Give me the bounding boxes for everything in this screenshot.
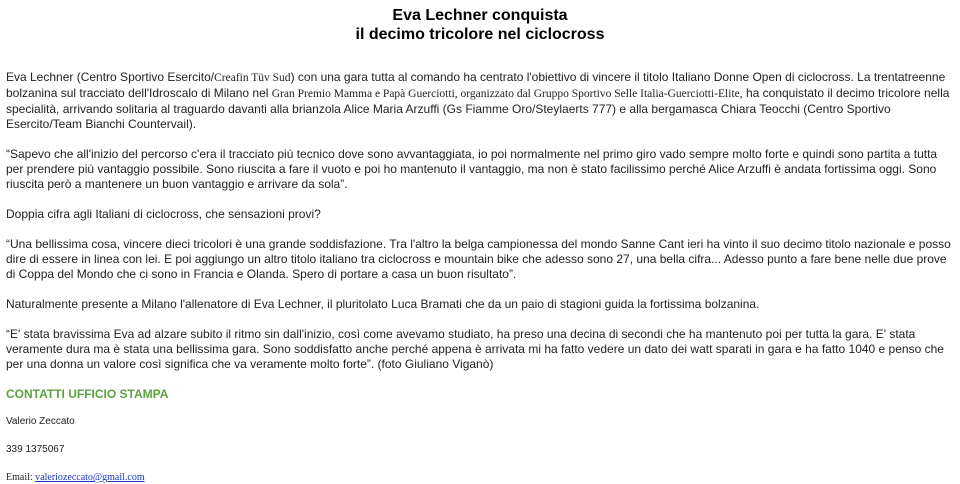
paragraph-question: Doppia cifra agli Italiani di ciclocross, che sensazioni provi? <box>6 207 321 221</box>
intro-part-c: ) con una gara tutta al comando ha centrato l'obiettivo di vincere il titolo Italiano Donne Open di ciclocross. La trentatreenne bolzanina sul tracciato dell'Idroscalo di Milano nel <box>6 70 946 100</box>
contact-phone: 339 1375067 <box>6 444 65 455</box>
article-title <box>0 0 960 44</box>
paragraph-coach: Naturalmente presente a Milano l'allenatore di Eva Lechner, il pluritolato Luca Bramati che da un paio di stagioni guida la fortissima bolzanina. <box>6 297 760 311</box>
intro-part-a: Eva Lechner (Centro Sportivo Esercito/ <box>6 70 215 84</box>
intro-part-e: ha conquistato il decimo tricolore nella specialità, arrivando solitaria al traguardo davanti alla brianzola Alice Maria Arzuffi (Gs Fiamme Oro/Steylaerts 777) e alla bergamasca Chiara Teocchi (Centro Sportivo Esercito/Team Bianchi Countervail). <box>6 86 950 131</box>
title-line-1: Eva Lechner conquista <box>392 7 568 24</box>
paragraph-quote-lechner: “Sapevo che all'inizio del percorso c'era il tracciato più tecnico dove sono avvantaggiata, io poi normalmente nel primo giro vado sempre molto forte e quindi sono partita a tutta per prendere più vantaggio possibile. Sono riuscita a fare il vuoto e poi ho mantenuto il vantaggio, ma non è stato facilissimo perché Alice Arzuffi è andata fortissima oggi. Sono riuscita però a mantenere un buon vantaggio e arrivare da sola”. <box>6 147 938 191</box>
title-line-2: il decimo tricolore nel ciclocross <box>355 26 605 43</box>
article-body <box>0 70 960 372</box>
contacts-heading: CONTATTI UFFICIO STAMPA <box>6 387 169 401</box>
paragraph-quote-bramati: “E' stata bravissima Eva ad alzare subito il ritmo sin dall'inizio, così come avevamo studiato, ha preso una decina di secondi che ha mantenuto poi per tutta la gara. E' stata veramente dura ma è stata una bellissima gara. Sono soddisfatto anche perché appena è arrivata mi ha fatto vedere un dato dei watt sparati in gara e ha fatto 1040 e penso che per una donna un valore così significa che va veramente molto forte”. (foto Giuliano Viganò) <box>6 327 944 371</box>
paragraph-quote-titles: “Una bellissima cosa, vincere dieci tricolori è una grande soddisfazione. Tra l'altro la belga campionessa del mondo Sanne Cant ieri ha vinto il suo decimo titolo nazionale e posso dire di essere in linea con lei. E poi aggiungo un altro titolo italiano tra ciclocross e mountain bike che adesso sono 27, una bella cifra... Adesso punto a fare bene nelle due prove di Coppa del Mondo che ci sono in Francia e Olanda. Spero di portare a casa un buon risultato”. <box>6 237 951 281</box>
email-link[interactable]: valeriozeccato@gmail.com <box>35 472 145 483</box>
contact-email-line <box>0 472 960 484</box>
intro-event: Gran Premio Mamma e Papà Guerciotti, organizzato dal Gruppo Sportivo Selle Italia-Guerciotti-Elite, <box>271 88 743 100</box>
email-label: Email: <box>6 472 36 483</box>
intro-sponsor: Creafin Tüv Sud <box>214 72 291 84</box>
contact-name: Valerio Zeccato <box>6 416 75 427</box>
paragraph-intro <box>6 70 952 132</box>
